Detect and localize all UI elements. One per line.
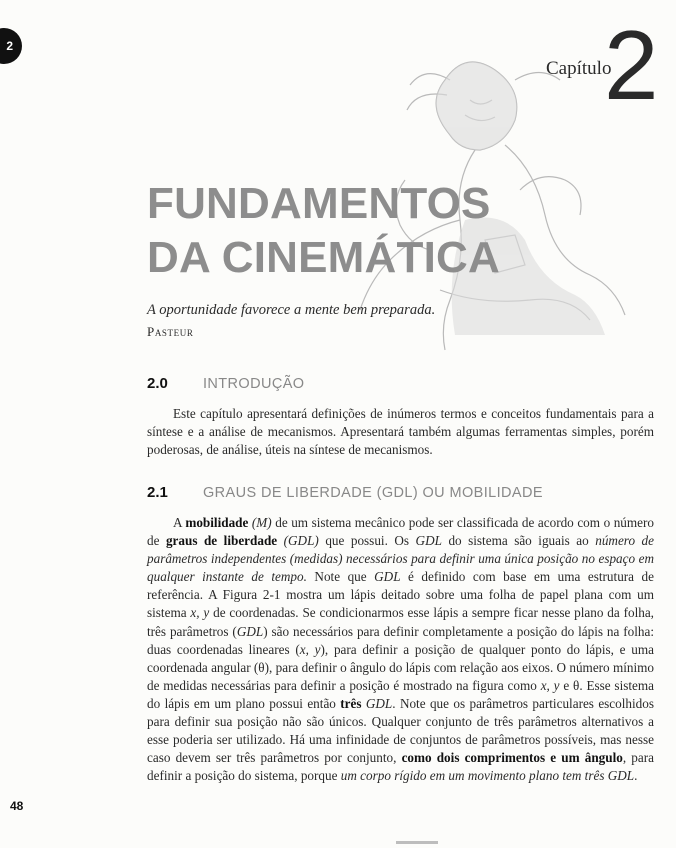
chapter-title-line-2: DA CINEMÁTICA — [147, 233, 500, 282]
chapter-title-line-1: FUNDAMENTOS — [147, 179, 491, 228]
bottom-mark — [396, 841, 438, 844]
gdl-paragraph: A mobilidade (M) de um sistema mecânico pode ser classificada de acordo com o número de graus de liberdade (GDL) que possui. Os GDL do sistema são iguais ao número de parâmetros independentes (medidas) necessários para definir uma única posição no espaço em qualquer instante de tempo. Note que GDL é definido com base em uma estrutura de referência. A Figura 2-1 mostra um lápis deitado sobre uma folha de papel plana com um sistema x, y de coordenadas. Se condicionarmos esse lápis a sempre ficar nesse plano da folha, três parâmetros (GDL) são necessários para definir completamente a posição do lápis na folha: duas coordenadas lineares (x, y), para definir a posição de qualquer ponto do lápis, e uma coordenada angular (θ), para definir o ângulo do lápis com relação aos eixos. O número mínimo de medidas necessárias para definir a posição é mostrado na figura como x, y e θ. Esse sistema do lápis em um plano possui então três GDL. Note que os parâmetros particulares escolhidos para definir sua posição não são únicos. Qualquer conjunto de três parâmetros alternativos a esse poderia ser utilizado. Há uma infinidade de conjuntos de parâmetros possíveis, mas nesse caso devem ser três parâmetros por conjunto, como dois comprimentos e um ângulo, para definir a posição do sistema, porque um corpo rígido em um movimento plano tem três GDL. — [147, 515, 654, 784]
intro-paragraph: Este capítulo apresentará definições de inúmeros termos e conceitos fundamentais para a síntese e a análise de mecanismos. Apresentará também algumas ferramentas simples, porém poderosas, de análise, úteis na síntese de mecanismos. — [147, 406, 654, 458]
chapter-title — [147, 177, 500, 285]
chapter-number: 2 — [604, 10, 659, 120]
section-heading-gdl — [147, 484, 543, 501]
epigraph-quote: A oportunidade favorece a mente bem preparada. — [147, 302, 436, 318]
section-number: 2.0 — [147, 375, 168, 392]
section-title: INTRODUÇÃO — [203, 376, 305, 392]
chapter-label: Capítulo — [546, 58, 612, 79]
chapter-tab-number: 2 — [6, 39, 13, 53]
section-heading-intro — [147, 375, 304, 392]
chapter-tab — [0, 28, 22, 64]
epigraph-author: Pasteur — [147, 324, 194, 339]
section-number: 2.1 — [147, 484, 168, 501]
page-number: 48 — [10, 799, 24, 813]
section-title: GRAUS DE LIBERDADE (GDL) OU MOBILIDADE — [203, 485, 543, 501]
